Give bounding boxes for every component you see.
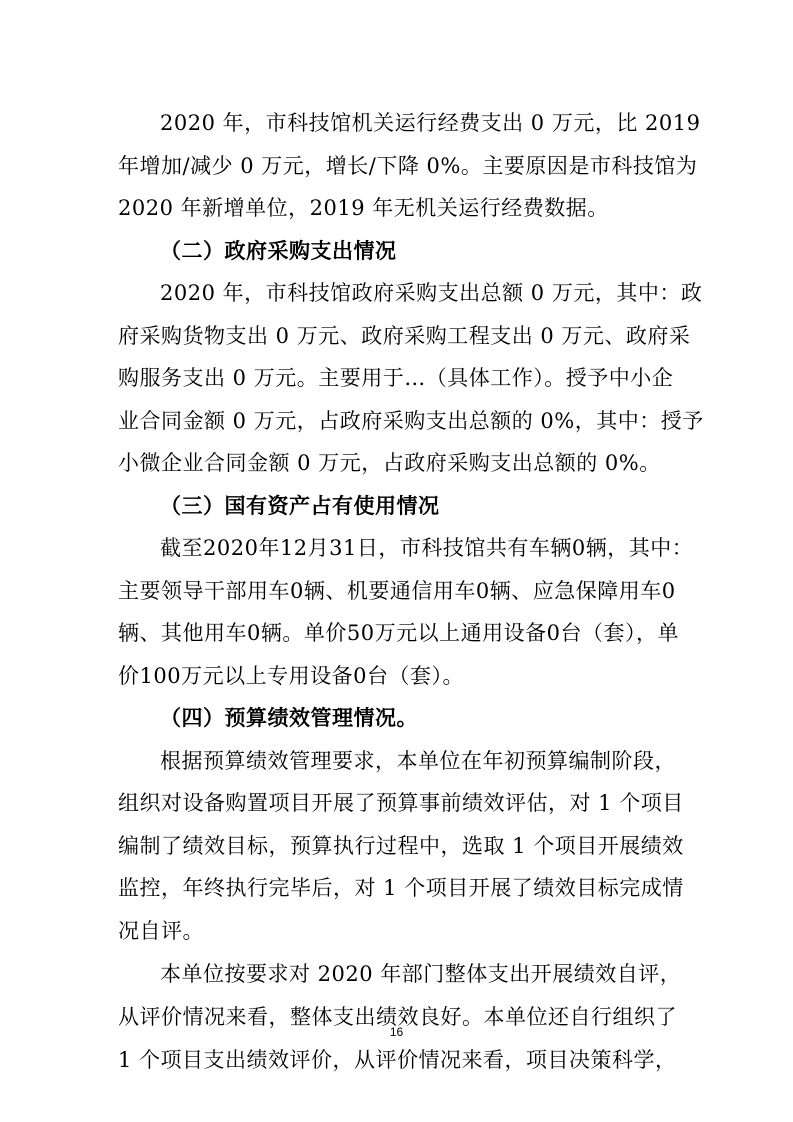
paragraph-line: 小微企业合同金额 0 万元，占政府采购支出总额的 0%。 — [118, 451, 661, 475]
section-heading: （三）国有资产占有使用情况 — [160, 494, 440, 518]
section-heading: （二）政府采购支出情况 — [160, 239, 397, 263]
paragraph-line: 根据预算绩效管理要求，本单位在年初预算编制阶段， — [160, 749, 676, 773]
paragraph-line: 从评价情况来看，整体支出绩效良好。本单位还自行组织了 — [118, 1005, 677, 1029]
paragraph-line: 1 个项目支出绩效评价，从评价情况来看，项目决策科学， — [118, 1048, 677, 1072]
paragraph-line: 况自评。 — [118, 919, 204, 943]
section-heading: （四）预算绩效管理情况。 — [160, 706, 418, 730]
paragraph-line: 购服务支出 0 万元。主要用于…（具体工作）。授予中小企 — [118, 366, 674, 390]
paragraph-line: 主要领导干部用车0辆、机要通信用车0辆、应急保障用车0 — [118, 579, 676, 603]
paragraph-line: 本单位按要求对 2020 年部门整体支出开展绩效自评， — [160, 962, 682, 986]
paragraph-line: 辆、其他用车0辆。单价50万元以上通用设备0台（套），单 — [118, 621, 679, 645]
paragraph-line: 2020 年，市科技馆政府采购支出总额 0 万元，其中：政 — [160, 281, 703, 305]
paragraph-line: 业合同金额 0 万元，占政府采购支出总额的 0%，其中：授予 — [118, 409, 704, 433]
paragraph-line: 价100万元以上专用设备0台（套）。 — [118, 664, 464, 688]
paragraph-line: 编制了绩效目标，预算执行过程中，选取 1 个项目开展绩效 — [118, 834, 684, 858]
paragraph-line: 截至2020年12月31日，市科技馆共有车辆0辆，其中： — [160, 536, 694, 560]
paragraph-line: 年增加/减少 0 万元，增长/下降 0%。主要原因是市科技馆为 — [118, 154, 698, 178]
paragraph-line: 2020 年，市科技馆机关运行经费支出 0 万元，比 2019 — [160, 111, 701, 135]
paragraph-line: 府采购货物支出 0 万元、政府采购工程支出 0 万元、政府采 — [118, 324, 691, 348]
paragraph-line: 2020 年新增单位，2019 年无机关运行经费数据。 — [118, 196, 609, 220]
paragraph-line: 监控，年终执行完毕后，对 1 个项目开展了绩效目标完成情 — [118, 876, 684, 900]
paragraph-line: 组织对设备购置项目开展了预算事前绩效评估，对 1 个项目 — [118, 791, 684, 815]
page-number: 16 — [389, 1025, 404, 1039]
